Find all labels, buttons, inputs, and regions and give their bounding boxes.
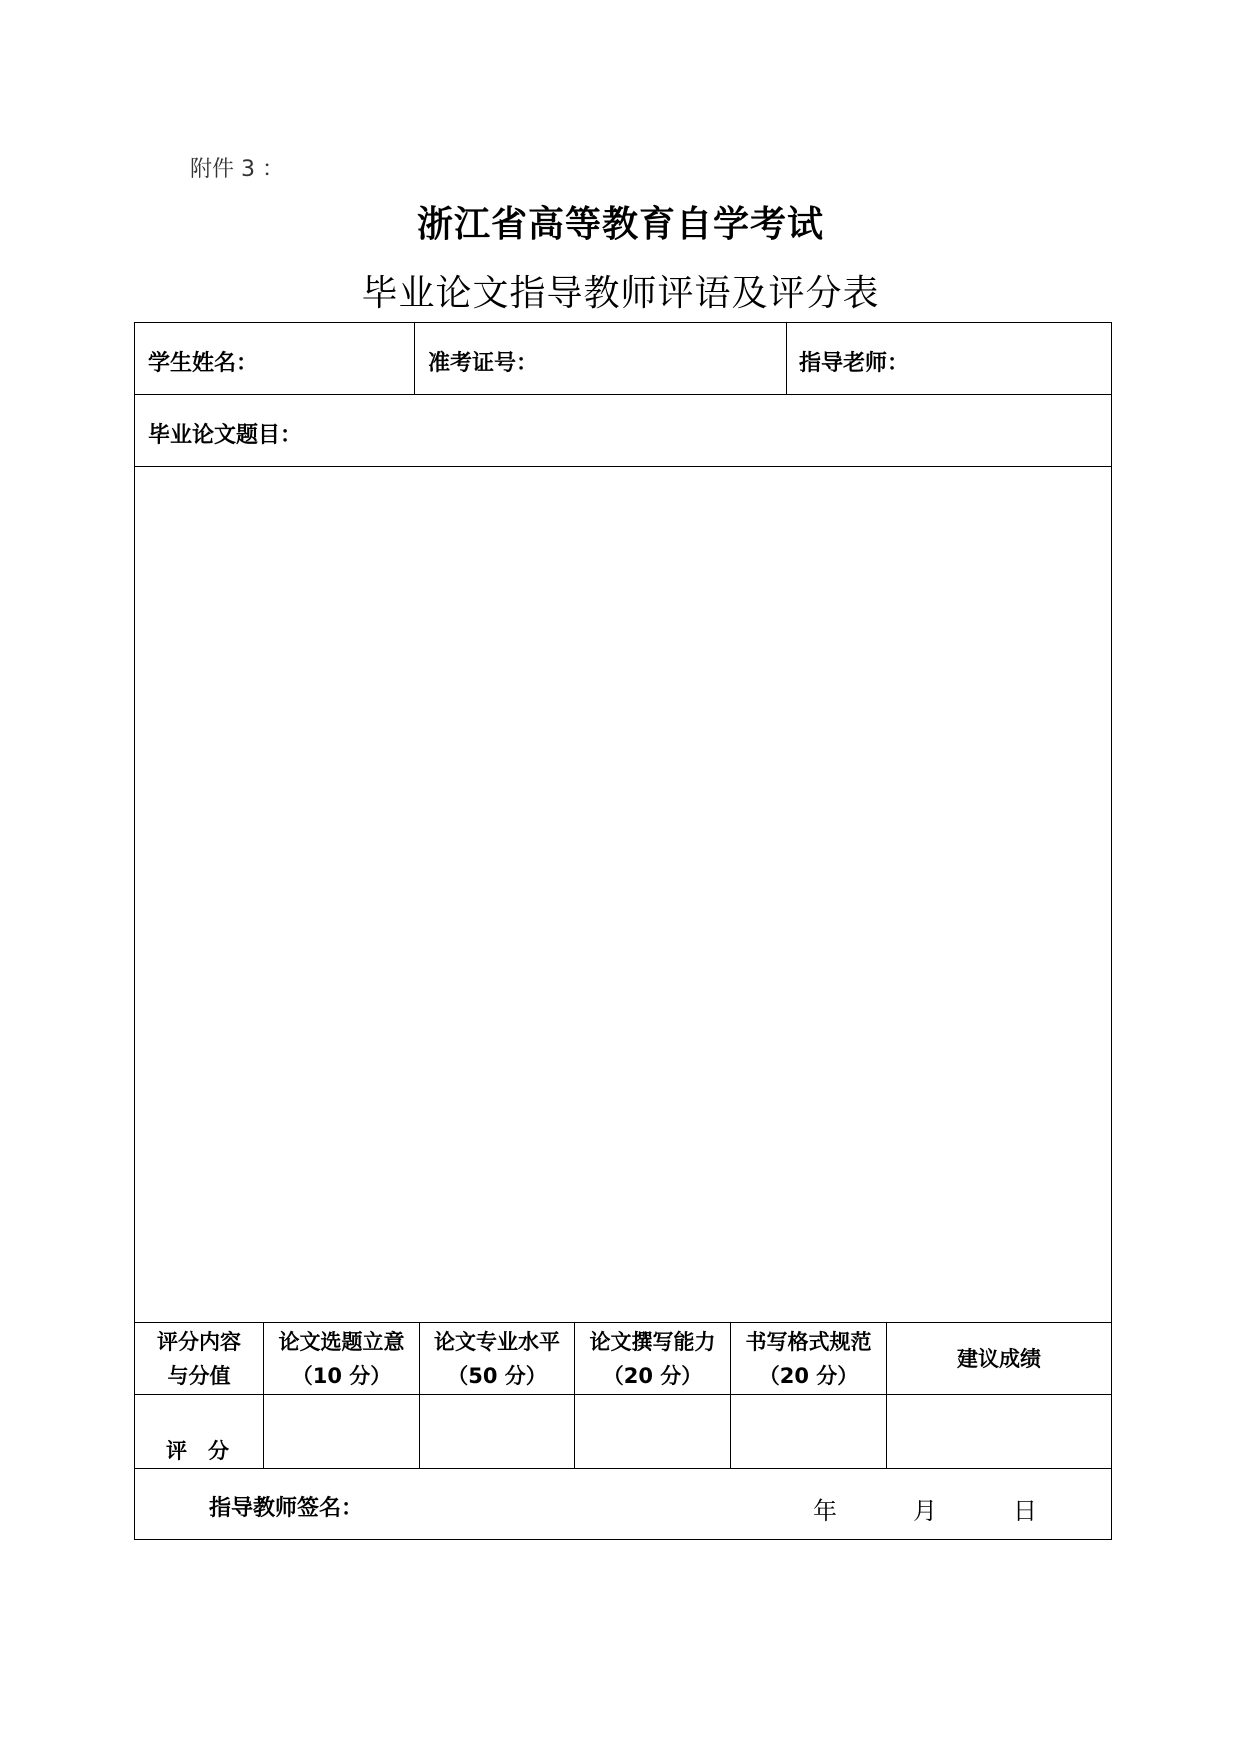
score-cell-topic[interactable] — [264, 1395, 420, 1468]
exam-id-label: 准考证号： — [428, 351, 539, 376]
signature-row[interactable] — [135, 1469, 1111, 1539]
thesis-title-label: 毕业论文题目： — [148, 423, 303, 448]
score-header-writing-line1: 论文撰写能力 — [589, 1329, 716, 1354]
score-header-topic — [264, 1323, 420, 1394]
score-cell-writing[interactable] — [575, 1395, 731, 1468]
score-header-format-line2: （20 分） — [758, 1363, 859, 1388]
score-cell-professional[interactable] — [420, 1395, 575, 1468]
page-subtitle: 毕业论文指导教师评语及评分表 — [361, 273, 880, 314]
signature-label: 指导教师签名： — [209, 1496, 364, 1521]
score-row — [135, 1395, 1111, 1469]
score-cell-suggested[interactable] — [887, 1395, 1111, 1468]
score-header-professional-line1: 论文专业水平 — [434, 1329, 560, 1354]
score-header-format-line1: 书写格式规范 — [745, 1329, 872, 1354]
score-header-row — [135, 1323, 1111, 1395]
score-row-label-cell — [135, 1395, 264, 1468]
signature-year: 年 — [813, 1497, 837, 1525]
score-header-professional-line2: （50 分） — [447, 1363, 547, 1388]
comments-area[interactable] — [135, 467, 1111, 1323]
thesis-title-row[interactable] — [135, 395, 1111, 467]
advisor-cell[interactable] — [787, 323, 1111, 394]
page-title: 浙江省高等教育自学考试 — [416, 203, 824, 245]
score-header-professional — [420, 1323, 575, 1394]
info-row — [135, 323, 1111, 395]
score-header-writing-line2: （20 分） — [602, 1363, 703, 1388]
score-cell-format[interactable] — [731, 1395, 887, 1468]
advisor-label: 指导老师： — [799, 351, 910, 376]
signature-month: 月 — [913, 1497, 937, 1525]
exam-id-cell[interactable] — [415, 323, 787, 394]
score-header-content — [135, 1323, 264, 1394]
attachment-label: 附件 3 ： — [190, 157, 284, 182]
score-header-content-line2: 与分值 — [167, 1363, 231, 1388]
score-header-topic-line2: （10 分） — [291, 1363, 392, 1388]
score-header-content-line1: 评分内容 — [157, 1329, 241, 1354]
score-row-label: 评 分 — [166, 1439, 229, 1463]
signature-day: 日 — [1013, 1497, 1037, 1525]
score-header-format — [731, 1323, 887, 1394]
score-header-topic-line1: 论文选题立意 — [278, 1329, 405, 1354]
evaluation-form — [134, 322, 1112, 1540]
student-name-label: 学生姓名： — [148, 351, 259, 376]
score-header-suggested — [887, 1323, 1111, 1394]
score-header-suggested-line1: 建议成绩 — [957, 1346, 1041, 1371]
score-header-writing — [575, 1323, 731, 1394]
student-name-cell[interactable] — [135, 323, 415, 394]
